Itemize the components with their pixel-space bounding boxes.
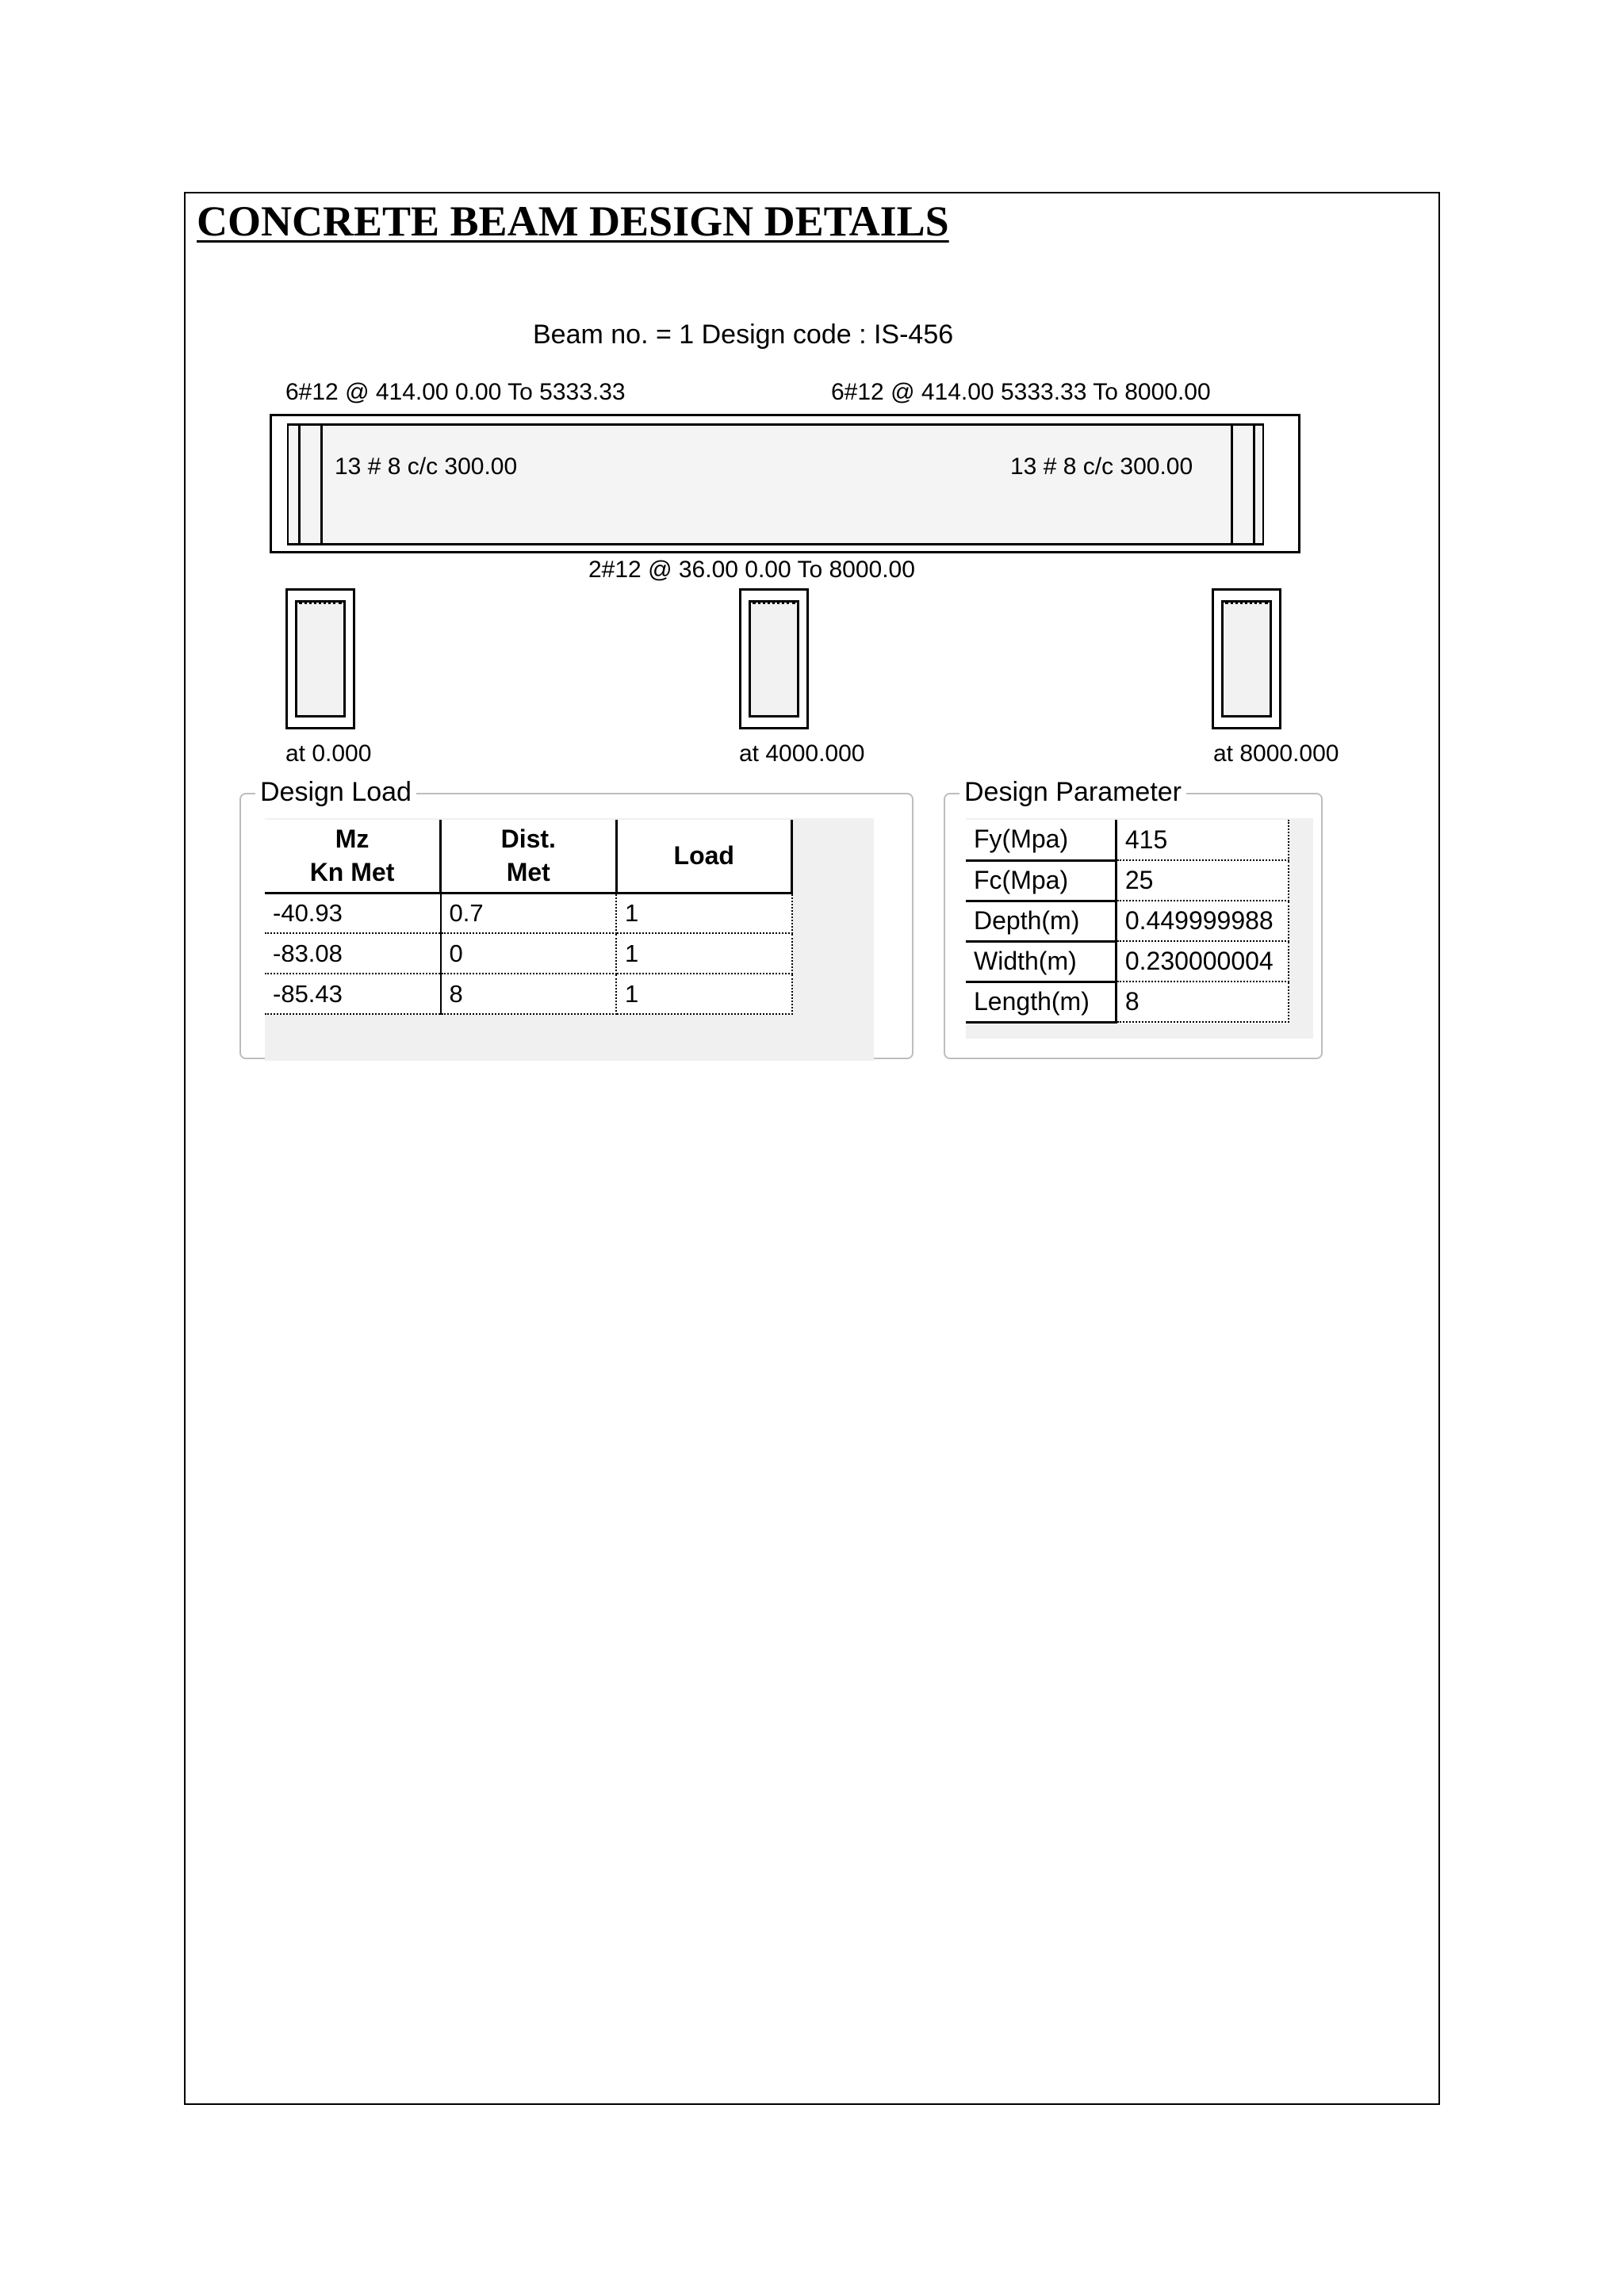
design-load-table (265, 820, 793, 1015)
header-mz-line1: Mz (335, 825, 370, 854)
beam-concrete (287, 424, 1264, 545)
table-row[interactable] (265, 893, 792, 933)
param-key: Fy(Mpa) (966, 820, 1116, 860)
bottom-reinforcement: 2#12 @ 36.00 0.00 To 8000.00 (588, 557, 915, 583)
cell-dist[interactable]: 0.7 (441, 893, 616, 933)
section-stirrup (295, 600, 346, 718)
param-value[interactable]: 415 (1116, 820, 1289, 860)
param-key: Width(m) (966, 941, 1116, 982)
beam-header: Beam no. = 1 Design code : IS-456 (533, 320, 954, 350)
table-row[interactable] (966, 860, 1289, 901)
cell-dist[interactable]: 0 (441, 933, 616, 974)
section-label-8000: at 8000.000 (1213, 740, 1339, 767)
design-parameter-legend: Design Parameter (959, 777, 1186, 808)
section-top-bars (1225, 602, 1268, 608)
section-8000 (1212, 588, 1281, 729)
left-stirrup-line-1 (298, 423, 301, 545)
header-dist-line1: Dist. (500, 825, 556, 854)
table-row[interactable] (966, 982, 1289, 1022)
cell-load[interactable]: 1 (616, 893, 792, 933)
stirrups-right-label: 13 # 8 c/c 300.00 (1010, 453, 1193, 480)
table-row[interactable] (265, 933, 792, 974)
param-key: Depth(m) (966, 901, 1116, 941)
header-mz-line2: Kn Met (309, 858, 395, 887)
design-load-legend: Design Load (255, 777, 416, 808)
section-label-0: at 0.000 (285, 740, 372, 767)
header-dist-line2: Met (506, 858, 550, 887)
top-rebar-line (287, 423, 1264, 426)
stirrups-left-label: 13 # 8 c/c 300.00 (335, 453, 518, 480)
param-value[interactable]: 8 (1116, 982, 1289, 1022)
header-dist (441, 820, 616, 893)
cell-load[interactable]: 1 (616, 933, 792, 974)
right-stirrup-line-1 (1231, 423, 1233, 545)
section-top-bars (753, 602, 795, 608)
design-parameter-table (966, 820, 1289, 1024)
right-stirrup-line-2 (1253, 423, 1255, 545)
table-row[interactable] (966, 941, 1289, 982)
left-stirrup-line-2 (320, 423, 323, 545)
top-left-reinforcement: 6#12 @ 414.00 0.00 To 5333.33 (285, 379, 626, 405)
header-load: Load (616, 820, 792, 893)
table-header-row (265, 820, 792, 893)
param-key: Length(m) (966, 982, 1116, 1022)
cell-dist[interactable]: 8 (441, 974, 616, 1014)
section-0 (285, 588, 355, 729)
cell-mz[interactable]: -83.08 (265, 933, 441, 974)
table-row[interactable] (966, 901, 1289, 941)
top-right-reinforcement: 6#12 @ 414.00 5333.33 To 8000.00 (831, 379, 1211, 405)
header-mz (265, 820, 441, 893)
cell-mz[interactable]: -85.43 (265, 974, 441, 1014)
param-value[interactable]: 0.230000004 (1116, 941, 1289, 982)
cell-mz[interactable]: -40.93 (265, 893, 441, 933)
section-stirrup (1221, 600, 1272, 718)
section-label-4000: at 4000.000 (739, 740, 865, 767)
table-row[interactable] (966, 820, 1289, 860)
bottom-rebar-line (287, 543, 1264, 545)
cell-load[interactable]: 1 (616, 974, 792, 1014)
section-stirrup (749, 600, 799, 718)
param-value[interactable]: 25 (1116, 860, 1289, 901)
section-4000 (739, 588, 809, 729)
section-top-bars (299, 602, 342, 608)
param-key: Fc(Mpa) (966, 860, 1116, 901)
page-title: CONCRETE BEAM DESIGN DETAILS (197, 197, 949, 245)
table-row[interactable] (265, 974, 792, 1014)
param-value[interactable]: 0.449999988 (1116, 901, 1289, 941)
